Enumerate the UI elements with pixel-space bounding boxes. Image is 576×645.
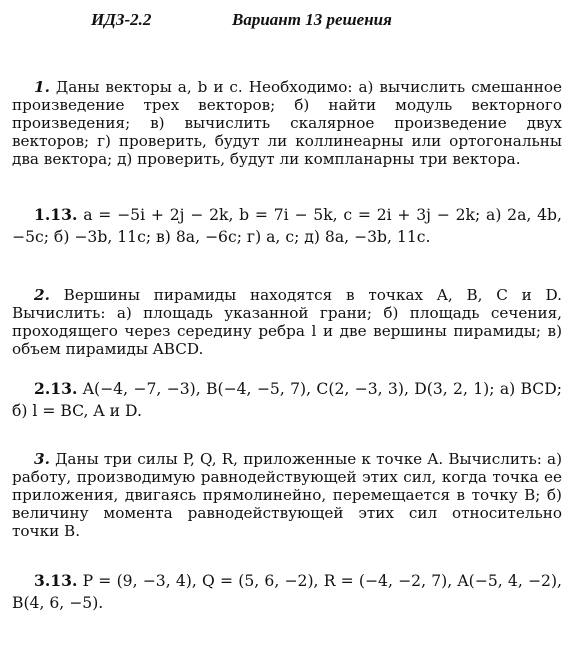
problem-3-text: Даны три силы P, Q, R, приложенные к точке A. Вычислить: а) работу, производимую равнодействующей этих сил, когда точка ее приложения, двигаясь прямолинейно, перемещается в точку B; б) величину момента равнодействующей этих сил относительно точки B. [12, 450, 562, 540]
problem-1-statement [12, 78, 562, 168]
problem-2-text: Вершины пирамиды находятся в точках A, B, C и D. Вычислить: а) площадь указанной грани; б) площадь сечения, проходящего через середину ребра l и две вершины пирамиды; в) объем пирамиды ABCD. [12, 286, 563, 358]
problem-2-variant-number: 2.13. [34, 379, 78, 398]
problem-2-variant-text: A(−4, −7, −3), B(−4, −5, 7), C(2, −3, 3), D(3, 2, 1); а) BCD; б) l = BC, A и D. [12, 380, 562, 420]
problem-1-variant-text: a = −5i + 2j − 2k, b = 7i − 5k, c = 2i + 3j − 2k; а) 2a, 4b, −5c; б) −3b, 11c; в) 8a, −6c; г) a, c; д) 8a, −3b, 11c. [12, 206, 562, 246]
problem-2-number: 2. [34, 286, 50, 304]
problem-3-variant-paragraph [12, 570, 562, 614]
problem-3-variant-number: 3.13. [34, 571, 78, 590]
problem-2-paragraph [12, 286, 562, 358]
problem-3-paragraph [12, 450, 562, 540]
problem-2-variant-paragraph [12, 378, 562, 422]
problem-3-variant-text: P = (9, −3, 4), Q = (5, 6, −2), R = (−4, −2, 7), A(−5, 4, −2), B(4, 6, −5). [12, 572, 562, 612]
variant-label: Вариант 13 решения [232, 10, 392, 29]
problem-2-statement [12, 286, 562, 358]
problem-3-statement [12, 450, 562, 540]
problem-3-variant [12, 570, 562, 614]
problem-3-number: 3. [34, 450, 50, 468]
problem-2-variant [12, 378, 562, 422]
problem-1-variant-paragraph [12, 204, 562, 248]
problem-1-text: Даны векторы a, b и c. Необходимо: а) вычислить смешанное произведение трех векторов; б) найти модуль векторного произведения; в) вычислить скалярное произведение двух векторов; г) проверить, будут ли коллинеарны или ортогональны два вектора; д) проверить, будут ли компланарны три вектора. [12, 78, 563, 168]
page-header [0, 10, 576, 34]
problem-1-variant-number: 1.13. [34, 205, 78, 224]
page-title: ИДЗ-2.2 [91, 10, 152, 29]
problem-1-paragraph [12, 78, 562, 168]
problem-1-variant [12, 204, 562, 248]
problem-1-number: 1. [34, 78, 50, 96]
